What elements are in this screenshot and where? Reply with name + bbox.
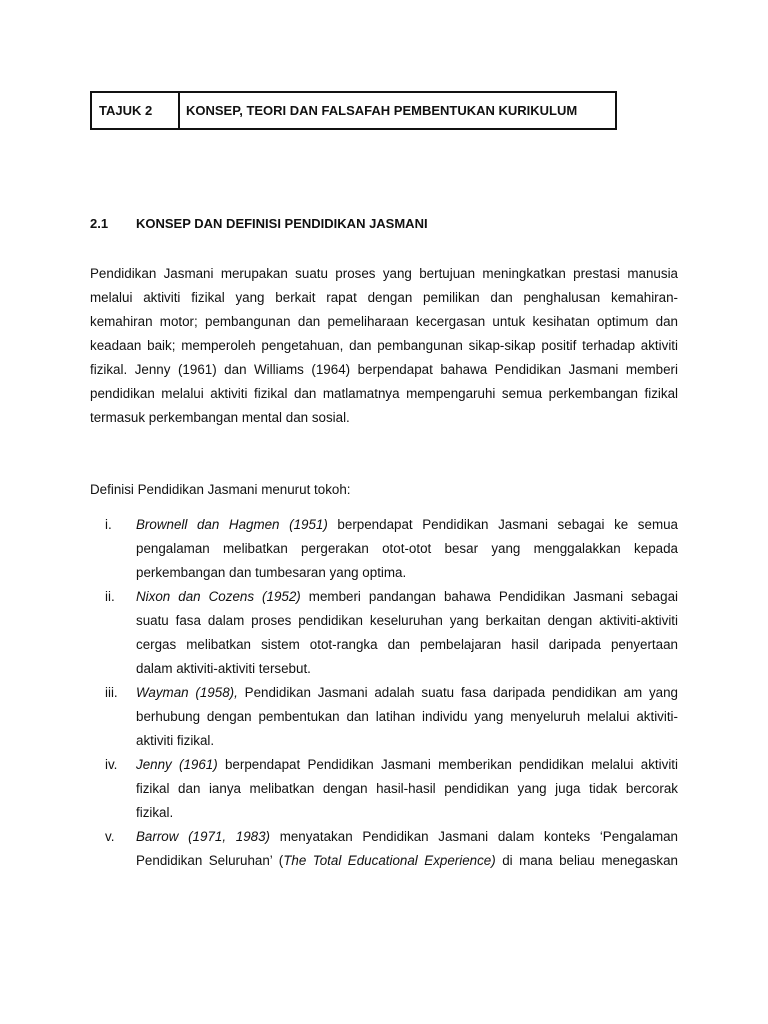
section-number: 2.1 <box>90 216 109 231</box>
line-text: Pendidikan Seluruhan’ ( <box>136 853 284 868</box>
list-item-line: dalam aktiviti-aktiviti tersebut. <box>136 661 311 676</box>
book-title: The Total Educational Experience) <box>283 853 496 868</box>
list-item-body <box>136 825 678 873</box>
paragraph-line: kemahiran motor; pembangunan dan pemeliharaan kecergasan untuk kesihatan optimum dan <box>90 314 678 329</box>
topic-code: TAJUK 2 <box>92 93 180 128</box>
paragraph-line: melalui aktiviti fizikal yang berkait rapat dengan pemilikan dan penghalusan kemahiran- <box>90 290 678 305</box>
list-item-line <box>136 849 678 873</box>
list-item-line: fizikal dan ianya melibatkan dengan hasil-hasil pendidikan yang juga tidak bercorak <box>136 781 678 796</box>
list-item-body <box>136 585 678 681</box>
list-item-line <box>136 825 678 849</box>
list-item-number: ii. <box>105 589 115 604</box>
list-item <box>90 681 678 753</box>
list-item-body <box>136 753 678 825</box>
intro-paragraph <box>90 262 678 430</box>
paragraph-line: keadaan baik; memperoleh pengetahuan, dan pembangunan sikap-sikap positif terhadap aktiviti <box>90 338 678 353</box>
line-text: berpendapat Pendidikan Jasmani sebagai ke semua <box>327 517 678 532</box>
list-item-body <box>136 681 678 753</box>
paragraph-line: pendidikan melalui aktiviti fizikal dan matlamatnya mempengaruhi semua perkembangan fizikal <box>90 386 678 401</box>
list-item-line <box>136 753 678 777</box>
topic-title: KONSEP, TEORI DAN FALSAFAH PEMBENTUKAN KURIKULUM <box>186 103 578 118</box>
list-item <box>90 585 678 681</box>
list-item-number: v. <box>105 829 115 844</box>
list-item-line: perkembangan dan tumbesaran yang optima. <box>136 565 407 580</box>
line-text: menyatakan Pendidikan Jasmani dalam konteks ‘Pengalaman <box>270 829 678 844</box>
list-item-line: suatu fasa dalam proses pendidikan keseluruhan yang berkaitan dengan aktiviti-aktiviti <box>136 613 678 628</box>
paragraph-line: Pendidikan Jasmani merupakan suatu proses yang bertujuan meningkatkan prestasi manusia <box>90 266 678 281</box>
section-heading <box>90 216 428 231</box>
list-item-line: aktiviti fizikal. <box>136 733 215 748</box>
list-item-line <box>136 585 678 609</box>
author-citation: Jenny (1961) <box>136 757 218 772</box>
line-text: berpendapat Pendidikan Jasmani memberikan pendidikan melalui aktiviti <box>217 757 678 772</box>
line-text: di mana beliau menegaskan <box>495 853 678 868</box>
list-item-line <box>136 513 678 537</box>
list-item <box>90 825 678 873</box>
topic-header-table <box>90 91 617 130</box>
definitions-list <box>90 513 678 873</box>
paragraph-line: termasuk perkembangan mental dan sosial. <box>90 410 350 425</box>
list-item <box>90 753 678 825</box>
author-citation: Brownell dan Hagmen (1951) <box>136 517 328 532</box>
list-item <box>90 513 678 585</box>
line-text: Pendidikan Jasmani adalah suatu fasa daripada pendidikan am yang <box>237 685 678 700</box>
author-citation: Barrow (1971, 1983) <box>136 829 271 844</box>
list-item-line: cergas melibatkan sistem otot-rangka dan pembelajaran hasil daripada penyertaan <box>136 637 678 652</box>
list-item-body <box>136 513 678 585</box>
list-item-line <box>136 681 678 705</box>
line-text: memberi pandangan bahawa Pendidikan Jasmani sebagai <box>300 589 678 604</box>
definitions-label: Definisi Pendidikan Jasmani menurut tokoh: <box>90 482 351 497</box>
section-title: KONSEP DAN DEFINISI PENDIDIKAN JASMANI <box>136 216 428 231</box>
paragraph-line: fizikal. Jenny (1961) dan Williams (1964) berpendapat bahawa Pendidikan Jasmani memberi <box>90 362 678 377</box>
author-citation: Nixon dan Cozens (1952) <box>136 589 301 604</box>
list-item-number: i. <box>105 517 112 532</box>
list-item-number: iii. <box>105 685 118 700</box>
list-item-line: pengalaman melibatkan pergerakan otot-otot besar yang menggalakkan kepada <box>136 541 678 556</box>
list-item-line: fizikal. <box>136 805 174 820</box>
list-item-line: berhubung dengan pembentukan dan latihan individu yang menyeluruh melalui aktiviti- <box>136 709 678 724</box>
author-citation: Wayman (1958), <box>136 685 238 700</box>
list-item-number: iv. <box>105 757 118 772</box>
